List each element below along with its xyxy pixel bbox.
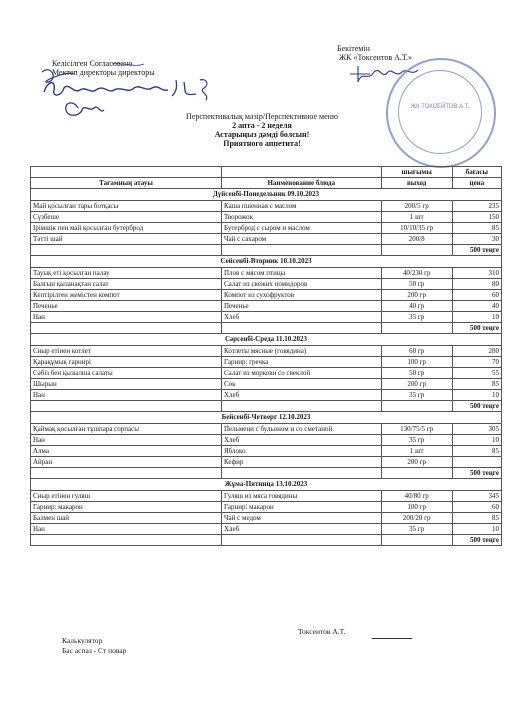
total-empty-cell — [381, 401, 452, 412]
dish-kz: Нан — [31, 312, 222, 323]
dish-output: 130/75/5 гр — [381, 424, 452, 435]
dish-ru: Гуляш из мяса говядины — [222, 491, 382, 502]
dish-output: 200/20 гр — [381, 513, 452, 524]
dish-ru: Гарнир: макарон — [222, 502, 382, 513]
table-row — [31, 457, 502, 468]
dish-price: 10 — [452, 435, 501, 446]
dish-kz: Сиыр етінен котлет — [31, 346, 222, 357]
table-row — [31, 524, 502, 535]
dish-output: 35 гр — [381, 312, 452, 323]
dish-kz: Нан — [31, 524, 222, 535]
dish-kz: Май қосылған тары ботқасы — [31, 201, 222, 212]
table-row — [31, 502, 502, 513]
dish-price: 60 — [452, 290, 501, 301]
dish-kz: Тәтті шай — [31, 234, 222, 245]
dish-output: 1 шт — [381, 212, 452, 223]
dish-price: 235 — [452, 201, 501, 212]
dish-ru: Чай с сахаром — [222, 234, 382, 245]
dish-price: 280 — [452, 346, 501, 357]
dish-price: 85 — [452, 446, 501, 457]
dish-output: 60 гр — [381, 346, 452, 357]
header-dish-ru: Наименование блюда — [222, 178, 382, 189]
table-header-row-2 — [31, 178, 502, 189]
footer-chef-label: Бас аспаз - Ст повар — [62, 646, 127, 655]
dish-price: 80 — [452, 279, 501, 290]
total-empty-cell — [31, 245, 222, 256]
table-row — [31, 279, 502, 290]
table-row — [31, 234, 502, 245]
header-kz-top — [31, 167, 222, 178]
day-total: 500 теңге — [452, 401, 501, 412]
table-row — [31, 223, 502, 234]
dish-price: 85 — [452, 379, 501, 390]
dish-ru: Хлеб — [222, 390, 382, 401]
table-row — [31, 212, 502, 223]
day-title: Сәрсенбі-Среда 11.10.2023 — [31, 334, 502, 346]
dish-kz: Қаймақ қосылған тұшпара сорпасы — [31, 424, 222, 435]
total-empty-cell — [222, 535, 382, 546]
dish-price: 60 — [452, 502, 501, 513]
table-row — [31, 491, 502, 502]
header-output-kz: шығымы — [381, 167, 452, 178]
day-total-row — [31, 245, 502, 256]
dish-price: 55 — [452, 368, 501, 379]
dish-ru: Кефир — [222, 457, 382, 468]
dish-output: 10/10/35 гр — [381, 223, 452, 234]
day-total-row — [31, 468, 502, 479]
dish-price: 40 — [452, 301, 501, 312]
dish-price: 10 — [452, 312, 501, 323]
dish-kz: Кептірілген жемістен компот — [31, 290, 222, 301]
table-row — [31, 290, 502, 301]
day-header-row — [31, 256, 502, 268]
table-row — [31, 301, 502, 312]
day-total: 500 теңге — [452, 468, 501, 479]
dish-price: 70 — [452, 357, 501, 368]
total-empty-cell — [381, 323, 452, 334]
dish-price: 305 — [452, 424, 501, 435]
table-row — [31, 368, 502, 379]
dish-output: 40 гр — [381, 301, 452, 312]
dish-ru: Каша пшенная с маслом — [222, 201, 382, 212]
dish-ru: Гарнир: гречка — [222, 357, 382, 368]
dish-output: 40/80 гр — [381, 491, 452, 502]
footer-signer: Токсеитов А.Т. — [298, 627, 346, 636]
approval-right-line2: ЖК «Токсеитов А.Т.» — [339, 53, 412, 62]
dish-output: 200 гр — [381, 290, 452, 301]
dish-output: 35 гр — [381, 390, 452, 401]
day-title: Дүйсенбі-Понедельник 09.10.2023 — [31, 189, 502, 201]
title-line1: Перспективалық мәзір/Перспективное меню — [186, 112, 338, 121]
header-ru-top — [222, 167, 382, 178]
dish-ru: Хлеб — [222, 312, 382, 323]
table-row — [31, 379, 502, 390]
day-total: 500 теңге — [452, 245, 501, 256]
footer-signer-line — [372, 638, 412, 639]
dish-kz: Балмен шай — [31, 513, 222, 524]
header-output-ru: выход — [381, 178, 452, 189]
total-empty-cell — [31, 323, 222, 334]
table-row — [31, 312, 502, 323]
dish-kz: Сүзбеше — [31, 212, 222, 223]
dish-kz: Балғын қызанақтан салат — [31, 279, 222, 290]
day-title: Бейсенбі-Четверг 12.10.2023 — [31, 412, 502, 424]
dish-price: 10 — [452, 524, 501, 535]
dish-kz: Тауық еті қосылған палау — [31, 268, 222, 279]
dish-ru: Чай с медом — [222, 513, 382, 524]
title-line3: Астарыңыз дәмді болсын! — [214, 130, 310, 139]
table-row — [31, 513, 502, 524]
total-empty-cell — [31, 401, 222, 412]
dish-price: 345 — [452, 491, 501, 502]
dish-ru: Бутерброд с сыром и маслом — [222, 223, 382, 234]
dish-ru: Творожок — [222, 212, 382, 223]
dish-ru: Компот из сухофруктов — [222, 290, 382, 301]
dish-output: 40/230 гр — [381, 268, 452, 279]
dish-ru: Хлеб — [222, 524, 382, 535]
dish-output: 35 гр — [381, 524, 452, 535]
dish-output: 1 шт — [381, 446, 452, 457]
dish-price — [452, 457, 501, 468]
dish-ru: Плов с мясом птицы — [222, 268, 382, 279]
day-header-row — [31, 334, 502, 346]
dish-ru: Пельмени с бульоном и со сметаной — [222, 424, 382, 435]
dish-ru: Салат из моркови со свеклой — [222, 368, 382, 379]
title-line2: 2 апта - 2 неделя — [232, 121, 292, 130]
approval-left-line1: Келісілген Согласовано — [52, 59, 133, 68]
dish-price: 310 — [452, 268, 501, 279]
dish-output: 200/8 — [381, 234, 452, 245]
dish-kz: Шырын — [31, 379, 222, 390]
dish-kz: Нан — [31, 435, 222, 446]
day-header-row — [31, 479, 502, 491]
header-price-ru: цена — [452, 178, 501, 189]
footer-calc-label: Калькулятор — [62, 636, 103, 645]
dish-ru: Салат из свежих помидоров — [222, 279, 382, 290]
total-empty-cell — [222, 323, 382, 334]
table-header-row-1 — [31, 167, 502, 178]
dish-price: 30 — [452, 234, 501, 245]
dish-kz: Ірімшік пен май қосылған бутерброд — [31, 223, 222, 234]
dish-price: 150 — [452, 212, 501, 223]
total-empty-cell — [222, 245, 382, 256]
day-header-row — [31, 412, 502, 424]
approval-right-line1: Бекітемін — [337, 44, 370, 53]
dish-output: 50 гр — [381, 279, 452, 290]
dish-price: 10 — [452, 390, 501, 401]
dish-kz: Гарнир: макарон — [31, 502, 222, 513]
dish-kz: Алма — [31, 446, 222, 457]
dish-kz: Айран — [31, 457, 222, 468]
dish-output: 200 гр — [381, 379, 452, 390]
table-row — [31, 390, 502, 401]
table-row — [31, 424, 502, 435]
menu-table — [30, 166, 502, 546]
day-header-row — [31, 189, 502, 201]
table-row — [31, 201, 502, 212]
table-row — [31, 357, 502, 368]
dish-kz: Сиыр етінен гуляш — [31, 491, 222, 502]
day-total-row — [31, 535, 502, 546]
day-total: 500 теңге — [452, 535, 501, 546]
day-title: Жұма-Пятница 13.10.2023 — [31, 479, 502, 491]
approval-left-line2: Мектеп директоры директоры — [52, 68, 155, 77]
dish-kz: Қарақұмық гарнирі — [31, 357, 222, 368]
header-dish-kz: Тағамның атауы — [31, 178, 222, 189]
table-row — [31, 346, 502, 357]
day-total: 500 теңге — [452, 323, 501, 334]
table-row — [31, 435, 502, 446]
dish-ru: Яблоко — [222, 446, 382, 457]
dish-ru: Печенье — [222, 301, 382, 312]
table-row — [31, 446, 502, 457]
dish-price: 85 — [452, 513, 501, 524]
dish-kz: Печенье — [31, 301, 222, 312]
header-price-kz: бағасы — [452, 167, 501, 178]
dish-ru: Сок — [222, 379, 382, 390]
dish-ru: Хлеб — [222, 435, 382, 446]
total-empty-cell — [222, 401, 382, 412]
dish-output: 50 гр — [381, 368, 452, 379]
day-total-row — [31, 323, 502, 334]
total-empty-cell — [381, 468, 452, 479]
dish-ru: Котлеты мясные (говядина) — [222, 346, 382, 357]
dish-output: 200/5 гр — [381, 201, 452, 212]
dish-kz: Сәбіз бен қызылша салаты — [31, 368, 222, 379]
total-empty-cell — [381, 535, 452, 546]
day-title: Сейсенбі-Вторник 10.10.2023 — [31, 256, 502, 268]
table-row — [31, 268, 502, 279]
title-line4: Приятного аппетита! — [223, 139, 301, 148]
stamp-text: ЖК ТОКСЕЙТОВ А.Т. — [410, 104, 470, 110]
dish-output: 100 гр — [381, 357, 452, 368]
dish-output: 100 гр — [381, 502, 452, 513]
total-empty-cell — [31, 468, 222, 479]
dish-output: 35 гр — [381, 435, 452, 446]
total-empty-cell — [222, 468, 382, 479]
dish-output: 200 гр — [381, 457, 452, 468]
total-empty-cell — [381, 245, 452, 256]
dish-kz: Нан — [31, 390, 222, 401]
total-empty-cell — [31, 535, 222, 546]
dish-price: 85 — [452, 223, 501, 234]
day-total-row — [31, 401, 502, 412]
